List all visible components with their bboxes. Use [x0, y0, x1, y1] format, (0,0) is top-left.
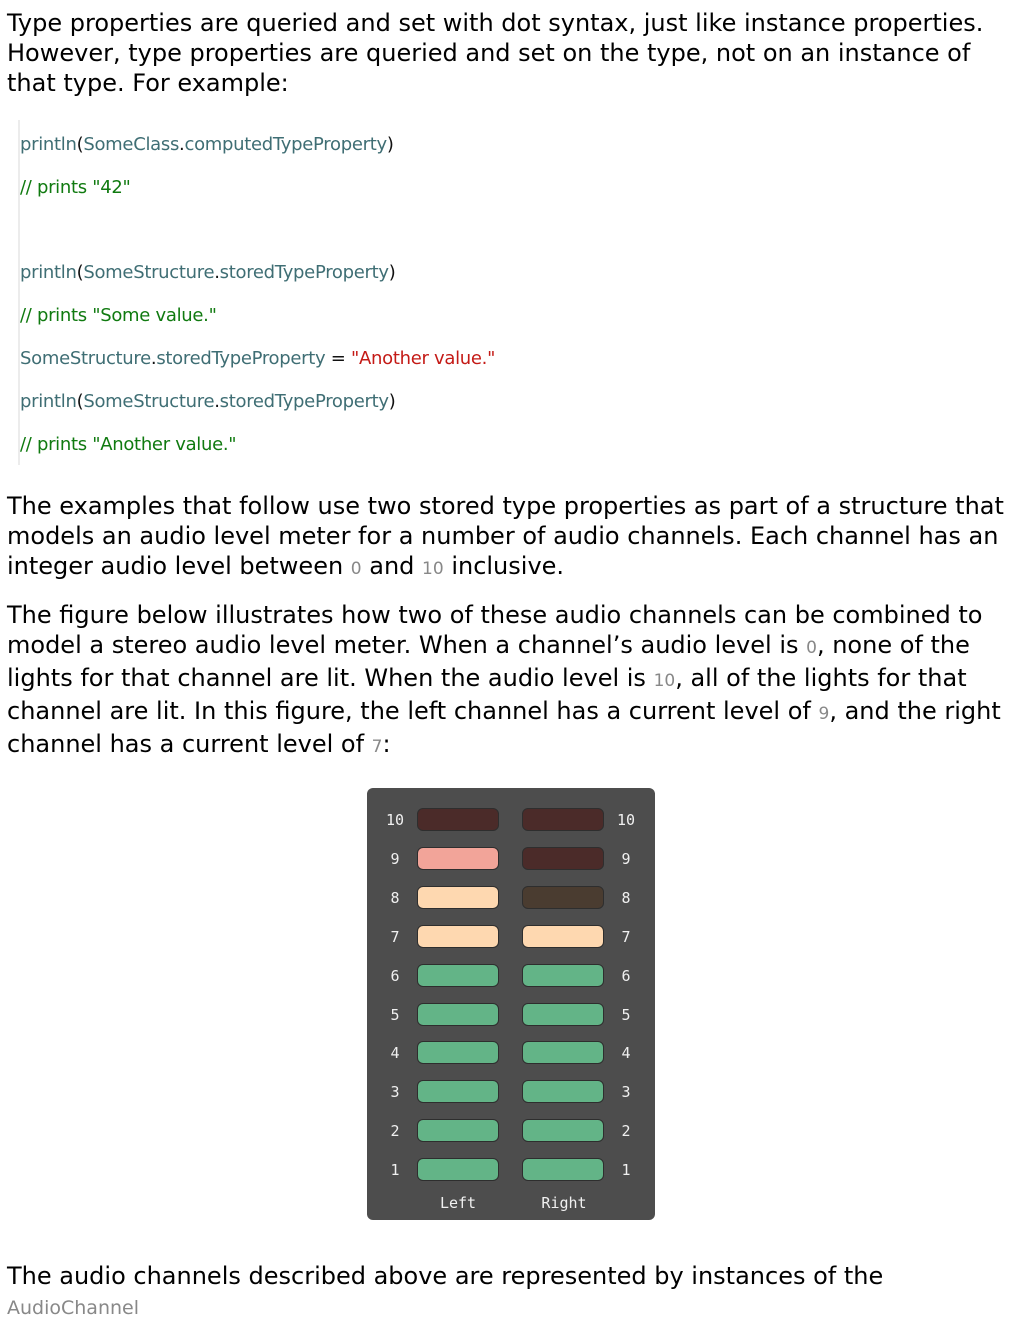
left-light-1 — [417, 1158, 499, 1181]
code-line — [20, 391, 395, 413]
left-light-2 — [417, 1119, 499, 1142]
code-token: storedTypeProperty — [219, 391, 389, 412]
left-channel-label: Left — [439, 1194, 477, 1212]
code-token: // prints "Another value." — [20, 434, 237, 455]
closing-paragraph — [7, 1261, 1019, 1323]
figure-description-paragraph — [7, 600, 1019, 762]
left-light-7 — [417, 925, 499, 948]
para3-text-c: , all of the lights for that channel are lit. In this figure, the left channel has a current level of — [7, 664, 967, 725]
inline-code-zero: 0 — [350, 559, 362, 579]
code-line — [20, 262, 395, 284]
left-light-8 — [417, 886, 499, 909]
para3-text-a: The figure below illustrates how two of these audio channels can be combined to model a stereo audio level meter. When a channel’s audio level is — [7, 601, 983, 659]
code-token: . — [179, 134, 185, 155]
right-light-10 — [522, 808, 604, 831]
level-number-right: 7 — [621, 927, 631, 946]
inline-code-zero: 0 — [806, 638, 817, 658]
right-light-8 — [522, 886, 604, 909]
code-block — [18, 120, 620, 465]
code-token: SomeStructure — [83, 262, 215, 283]
code-token: . — [214, 262, 220, 283]
level-number-right: 1 — [621, 1161, 631, 1180]
right-light-6 — [522, 964, 604, 987]
inline-code-audiochannel: AudioChannel — [7, 1297, 140, 1319]
code-token: println — [20, 134, 77, 155]
right-light-2 — [522, 1119, 604, 1142]
left-light-5 — [417, 1003, 499, 1026]
right-channel-label: Right — [541, 1194, 587, 1212]
left-light-4 — [417, 1041, 499, 1064]
code-token: println — [20, 262, 77, 283]
inline-code-ten: 10 — [422, 559, 444, 579]
left-light-6 — [417, 964, 499, 987]
right-light-7 — [522, 925, 604, 948]
level-number-left: 5 — [390, 1005, 400, 1024]
level-number-left: 1 — [390, 1161, 400, 1180]
code-token: SomeStructure — [83, 391, 215, 412]
level-number-right: 2 — [621, 1122, 631, 1141]
para3-text-d: , and the right channel has a current level of — [7, 697, 1001, 758]
code-token: storedTypeProperty — [219, 262, 389, 283]
level-number-right: 5 — [621, 1005, 631, 1024]
level-number-left: 4 — [390, 1044, 400, 1063]
code-token: computedTypeProperty — [184, 134, 387, 155]
code-token: ( — [76, 262, 84, 283]
level-number-right: 10 — [616, 811, 636, 829]
para2-text-b: and — [361, 552, 423, 580]
inline-code-ten: 10 — [653, 671, 676, 691]
code-line — [20, 348, 495, 370]
code-token: ) — [388, 262, 396, 283]
code-token: ( — [76, 134, 84, 155]
left-light-3 — [417, 1080, 499, 1103]
para2-text-c: inclusive. — [443, 552, 565, 580]
code-token: // prints "42" — [20, 177, 131, 198]
code-token: storedTypeProperty — [156, 348, 326, 369]
right-light-1 — [522, 1158, 604, 1181]
code-token: SomeClass — [83, 134, 180, 155]
code-token: . — [214, 391, 220, 412]
level-number-left: 2 — [390, 1122, 400, 1141]
intro-text: Type properties are queried and set with dot syntax, just like instance properties. However, type properties are queried and set on the type, not on an instance of that type. For example: — [7, 9, 984, 97]
right-light-4 — [522, 1041, 604, 1064]
inline-code-seven: 7 — [371, 737, 383, 757]
code-line — [20, 305, 217, 327]
code-token: = — [325, 348, 352, 369]
level-number-right: 9 — [621, 849, 631, 868]
right-light-9 — [522, 847, 604, 870]
right-light-3 — [522, 1080, 604, 1103]
level-number-left: 9 — [390, 849, 400, 868]
level-number-left: 6 — [390, 966, 400, 985]
level-number-right: 3 — [621, 1083, 631, 1102]
code-token: "Another value." — [351, 348, 496, 369]
code-token: ( — [76, 391, 84, 412]
level-number-right: 6 — [621, 966, 631, 985]
para2-text-a: The examples that follow use two stored type properties as part of a structure that models an audio level meter for a number of audio channels. Each channel has an integer audio level between — [7, 492, 1004, 580]
level-number-right: 8 — [621, 888, 631, 907]
level-number-left: 7 — [390, 927, 400, 946]
code-token: // prints "Some value." — [20, 305, 217, 326]
left-light-10 — [417, 808, 499, 831]
code-token: ) — [388, 391, 396, 412]
level-number-left: 8 — [390, 888, 400, 907]
code-token: . — [150, 348, 157, 369]
level-number-right: 4 — [621, 1044, 631, 1063]
level-number-left: 10 — [385, 811, 405, 829]
stereo-level-meter-figure — [367, 788, 655, 1220]
para3-text-e: : — [382, 730, 391, 758]
code-token: SomeStructure — [20, 348, 151, 369]
intro-paragraph — [7, 8, 1019, 98]
code-line — [20, 177, 131, 199]
code-token: ) — [386, 134, 394, 155]
audio-meter-paragraph — [7, 491, 1019, 584]
left-light-9 — [417, 847, 499, 870]
inline-code-nine: 9 — [818, 704, 830, 724]
code-token: println — [20, 391, 77, 412]
para4-text: The audio channels described above are represented by instances of the — [7, 1262, 884, 1290]
right-light-5 — [522, 1003, 604, 1026]
para3-text-b: , none of the lights for that channel are lit. When the audio level is — [7, 631, 970, 692]
level-number-left: 3 — [390, 1083, 400, 1102]
code-line — [20, 434, 236, 456]
code-line — [20, 134, 394, 156]
